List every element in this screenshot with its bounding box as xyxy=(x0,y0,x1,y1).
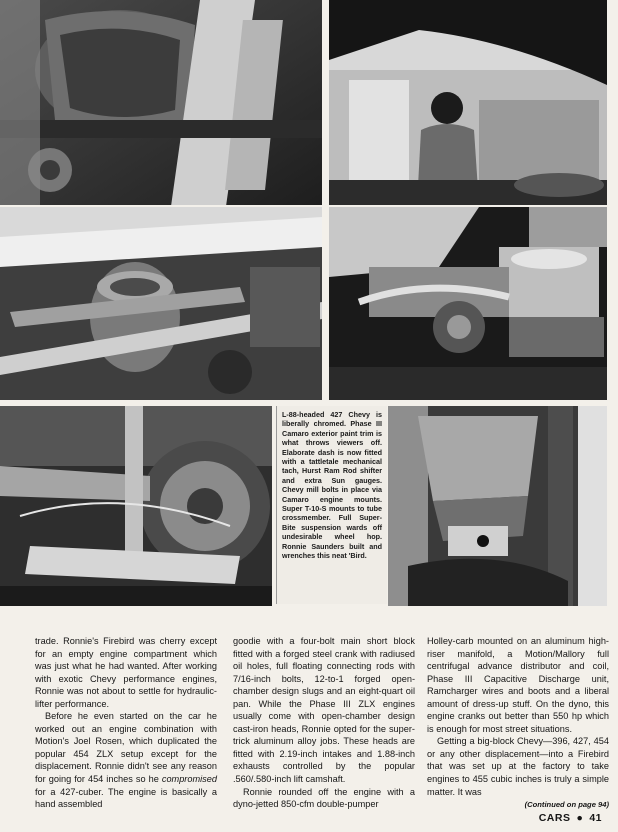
photo-front-suspension-spring xyxy=(0,207,322,400)
photo-driver-at-open-hood xyxy=(329,0,607,205)
page-footer xyxy=(539,812,602,824)
photo-engine-transmission-side xyxy=(388,406,607,606)
article-column-3 xyxy=(427,635,609,812)
page-number: 41 xyxy=(589,812,602,824)
article-column-2 xyxy=(233,635,415,811)
photo-engine-compartment xyxy=(329,207,607,400)
photo-rear-axle-suspension xyxy=(0,406,272,606)
magazine-name: CARS xyxy=(538,812,571,824)
article-paragraph: trade. Ronnie's Firebird was cherry except for an empty engine compartment which was just what he had wanted. After working with exotic Chevy performance engines, Ronnie was not about to settle for hydraulic-lifter performance. xyxy=(35,636,217,709)
article-paragraph: Holley-carb mounted on an aluminum high-riser manifold, a Motion/Mallory full centrifugal advance distributor and coil, Phase III Capacitive Discharge unit, Ramcharger wires and boots and a liberal amount of dress-up stuff. On the dyno, this engine cranks out better than 550 hp which is enough for most street situations. xyxy=(427,636,609,734)
footer-separator: ● xyxy=(576,812,584,824)
article-paragraph: Getting a big-block Chevy—396, 427, 454 or any other displacement—into a Firebird that was set up at the factory to take engines to 455 cubic inches is truly a simple matter. It was xyxy=(427,736,609,797)
photo-underbody-oil-pan xyxy=(0,0,322,205)
article-paragraph: Before he even started on the car he worked out an engine combination with Motion's Joel Rosen, which duplicated the popular 454 ZLX setup except for the displacement. Ronnie didn't see any reason for going for 454 inches so he compromised for a 427-cuber. The engine is basically a hand assembled xyxy=(35,711,217,810)
article-paragraph: goodie with a four-bolt main short block fitted with a forged steel crank with radiused oil holes, full floating connecting rods with 7/16-inch bolts, 12-to-1 forged open-chamber design slugs and an eight-quart oil pan. While the Phase III ZLX engines usually come with open-chamber design cast-iron heads, Ronnie opted for the super-trick aluminum alloy jobs. These heads are fitted with 2.19-inch intakes and 1.88-inch exhausts controlled by the popular .560/.580-inch lift camshaft. xyxy=(233,636,415,785)
article-column-1 xyxy=(35,635,217,811)
photo-caption-box xyxy=(276,406,387,604)
photo-caption: L-88-headed 427 Chevy is liberally chromed. Phase III Camaro exterior paint trim is what throws viewers off. Elaborate dash is now fitted with a tattletale mechanical tach, Hurst Ram Rod shifter and extra Sun gauges. Chevy mill bolts in place via Camaro engine mounts. Super T-10-S mounts to tube crossmember. Full Super-Bite suspension wards off undesirable wheel hop. Ronnie Saunders built and wrenches this neat 'Bird. xyxy=(282,410,382,561)
article-paragraph: Ronnie rounded off the engine with a dyno-jetted 850-cfm double-pumper xyxy=(233,786,415,810)
continued-note: (Continued on page 94) xyxy=(524,800,609,810)
